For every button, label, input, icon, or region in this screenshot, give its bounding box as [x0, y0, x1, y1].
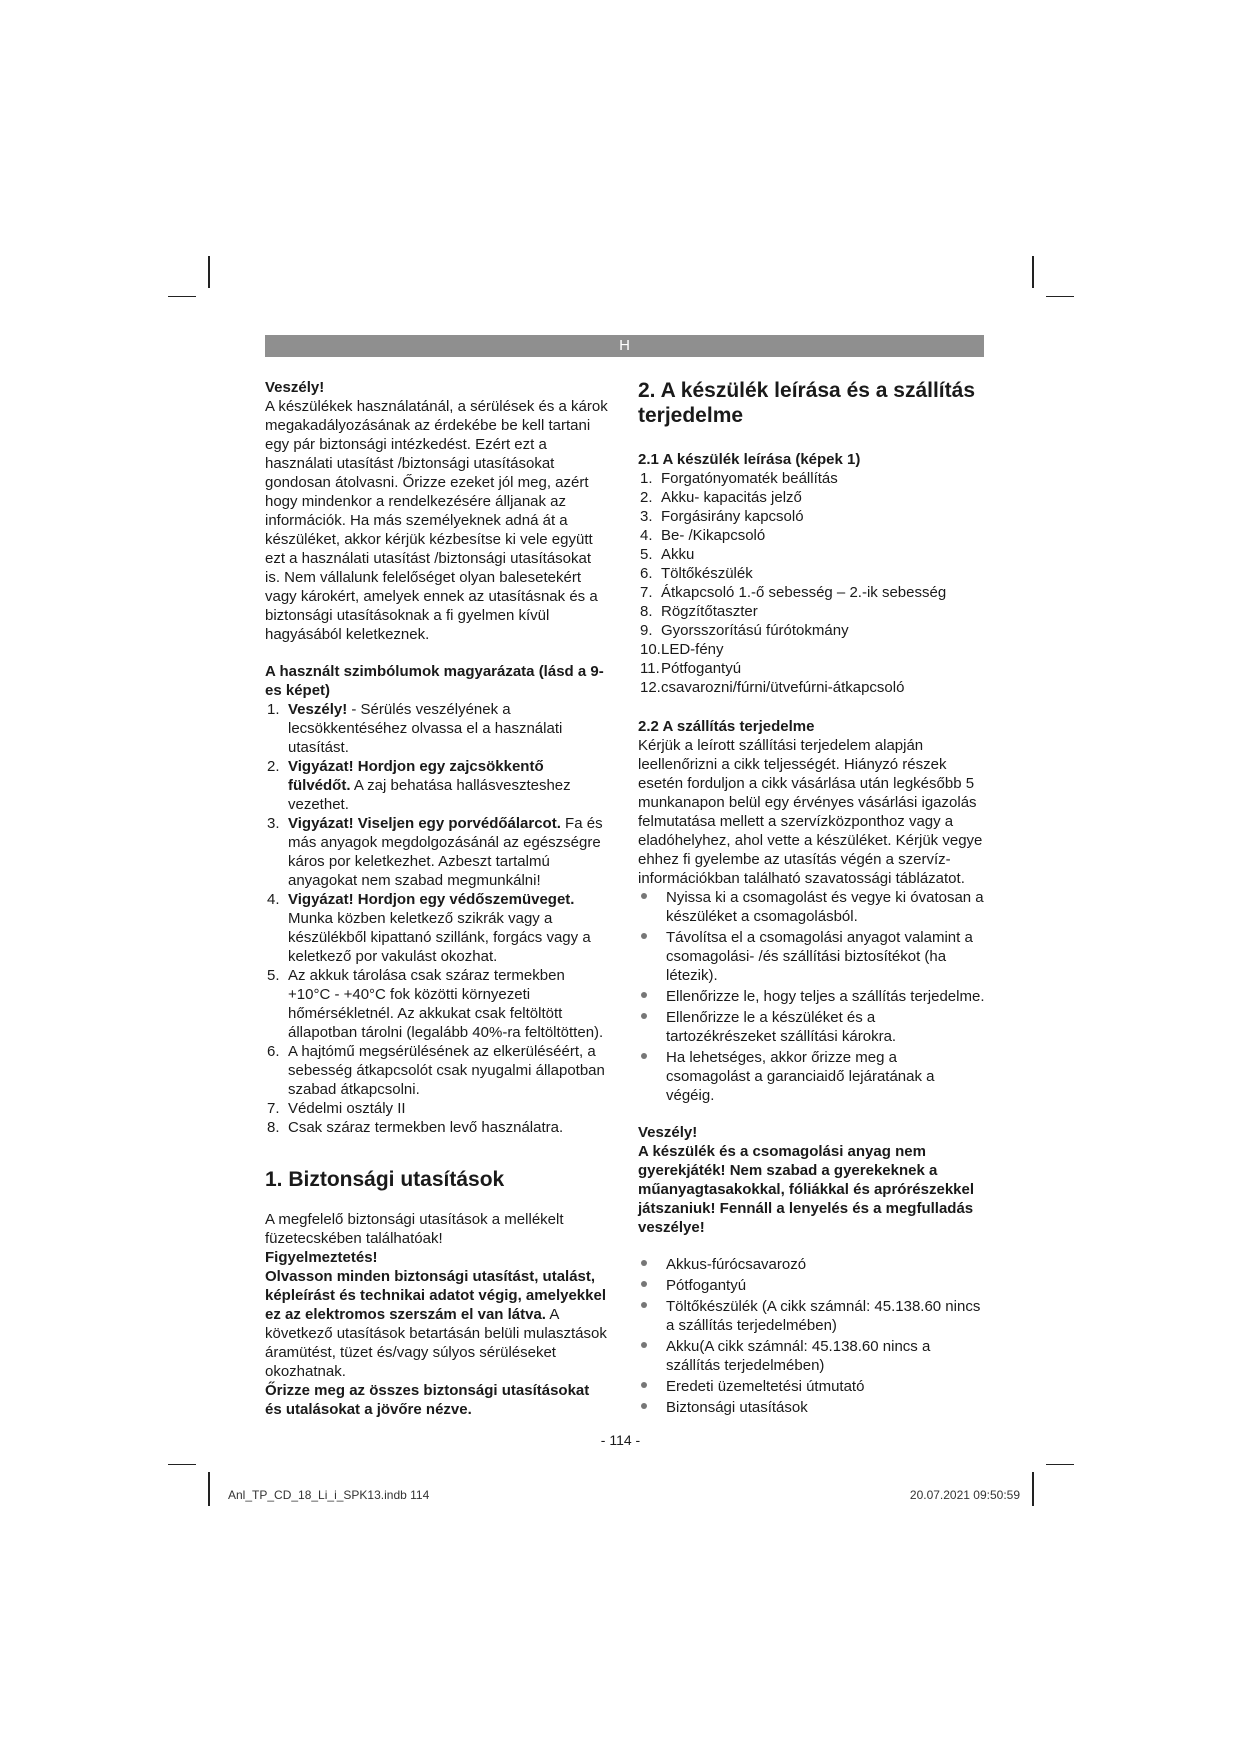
- item-number: 1.: [640, 470, 653, 487]
- item-text: - Sérülés veszélyének a lecsökkentéséhez olvassa el a használati utasítást.: [288, 701, 563, 756]
- item-number: 8.: [267, 1119, 280, 1136]
- bullet-item: [638, 1377, 985, 1396]
- bullet-text: Pótfogantyú: [666, 1277, 747, 1294]
- item-bold-text: Veszély!: [288, 701, 348, 718]
- bullet-item: [638, 987, 985, 1006]
- item-text: Be- /Kikapcsoló: [661, 527, 766, 544]
- item-text: A hajtómű megsérülésének az elkerüléséért, a sebesség átkapcsolót csak nyugalmi állapotban szabad átkapcsolni.: [288, 1043, 605, 1098]
- bullet-text: Távolítsa el a csomagolási anyagot valamint a csomagolási- /és szállítási biztosítékot (ha létezik).: [666, 929, 973, 984]
- symbols-list: [265, 700, 610, 1137]
- item-number: 2.: [640, 489, 653, 506]
- item-text: Csak száraz termekben levő használatra.: [288, 1119, 564, 1136]
- list-item: [638, 583, 985, 602]
- scope-bullet-list: [638, 888, 985, 1105]
- list-item: [638, 640, 985, 659]
- language-tab: H: [265, 335, 984, 357]
- item-text: Rögzítőtaszter: [661, 603, 758, 620]
- list-item: [638, 526, 985, 545]
- bullet-item: [638, 1008, 985, 1046]
- list-item: [265, 1042, 610, 1099]
- bullet-text: Eredeti üzemeltetési útmutató: [666, 1378, 865, 1395]
- warning-title: Veszély!: [265, 379, 325, 396]
- left-column: [265, 378, 610, 1419]
- crop-mark: [208, 256, 210, 288]
- item-text: Az akkuk tárolása csak száraz termekben +10°C - +40°C fok közötti környezeti hőmérsékletnél. Az akkukat csak feltöltött állapotban tárolni (legalább 40%-ra feltöltötten).: [288, 967, 604, 1041]
- item-number: 11.: [640, 660, 660, 677]
- bullet-icon: [641, 1281, 647, 1287]
- bullet-text: Akku(A cikk számnál: 45.138.60 nincs a szállítás terjedelmében): [666, 1338, 931, 1374]
- bullet-icon: [641, 1053, 647, 1059]
- item-text: A zaj behatása hallásveszteshez vezethet.: [288, 777, 571, 813]
- page-number: - 114 -: [600, 1432, 641, 1448]
- warning-text: A készülékek használatánál, a sérülések és a károk megakadályozásának az érdekébe be kell tartani egy pár biztonsági intézkedést. Ezért ezt a használati utasítást /biztonsági utasításokat gondosan átolvasni. Őrizze ezeket jól meg, azért hogy mindenkor a rendelkezésére álljanak az információk. Ha más személyeknek adná át a készüléket, akkor kérjük kézbesítse ki vele együtt ezt a használati utasítást /biztonsági utasításokat is. Nem vállalunk felelőséget olyan balesetekért vagy károkért, amelyek ennek az utasításnak és a biztonsági utasításoknak a fi gyelmen kívül hagyásából keletkeznek.: [265, 398, 608, 643]
- bullet-text: Töltőkészülék (A cikk számnál: 45.138.60 nincs a szállítás terjedelmében): [666, 1298, 981, 1334]
- list-item: [265, 700, 610, 757]
- item-number: 6.: [267, 1043, 280, 1060]
- bullet-text: Ellenőrizze le, hogy teljes a szállítás terjedelme.: [666, 988, 985, 1005]
- scope-text: Kérjük a leírott szállítási terjedelem alapján leellenőrizni a cikk teljességét. Hiányzó részek esetén forduljon a cikk vásárlása után legkésőbb 5 munkanapon belül egy érvényes vásárlási igazolás felmutatása mellett a szervízközponthoz vagy a eladóhelyhez, ahol vette a készüléket. Kérjük vegye ehhez fi gyelembe az utasítás végén a szervíz-információkban található szavatossági táblázatot.: [638, 737, 983, 887]
- safety-warn-paragraph: [265, 1267, 610, 1381]
- bullet-icon: [641, 893, 647, 899]
- section-2-heading: 2. A készülék leírása és a szállítás terjedelme: [638, 379, 975, 427]
- item-text: csavarozni/fúrni/ütvefúrni-átkapcsoló: [661, 679, 905, 696]
- item-number: 4.: [640, 527, 653, 544]
- item-number: 10.: [640, 641, 661, 658]
- bullet-text: Biztonsági utasítások: [666, 1399, 808, 1416]
- footer-file: Anl_TP_CD_18_Li_i_SPK13.indb 114: [228, 1488, 430, 1502]
- bullet-item: [638, 1297, 985, 1335]
- crop-mark: [1046, 296, 1074, 297]
- item-number: 8.: [640, 603, 653, 620]
- bullet-icon: [641, 1403, 647, 1409]
- scope-title: 2.2 A szállítás terjedelme: [638, 718, 815, 735]
- item-text: Gyorsszorítású fúrótokmány: [661, 622, 849, 639]
- symbols-title: A használt szimbólumok magyarázata (lásd a 9-es képet): [265, 663, 604, 699]
- crop-mark: [168, 296, 196, 297]
- list-item: [638, 678, 985, 697]
- crop-mark: [1032, 256, 1034, 288]
- item-number: 4.: [267, 891, 280, 908]
- list-item: [638, 507, 985, 526]
- item-text: Fa és más anyagok megdolgozásánál az egészségre káros por keletkezhet. Azbeszt tartalmú anyagokat nem szabad megmunkálni!: [288, 815, 603, 889]
- bullet-text: Ellenőrizze le a készüléket és a tartozékrészeket szállítási károkra.: [666, 1009, 897, 1045]
- item-text: Akku- kapacitás jelző: [661, 489, 802, 506]
- list-item: [638, 488, 985, 507]
- bullet-icon: [641, 1342, 647, 1348]
- list-item: [265, 814, 610, 890]
- item-number: 7.: [640, 584, 653, 601]
- bullet-item: [638, 928, 985, 985]
- bullet-text: Ha lehetséges, akkor őrizze meg a csomagolást a garanciaidő lejáratának a végéig.: [666, 1049, 935, 1104]
- right-column: [638, 378, 985, 1419]
- list-item: [638, 621, 985, 640]
- crop-mark: [168, 1464, 196, 1465]
- item-text: LED-fény: [661, 641, 724, 658]
- crop-mark: [208, 1472, 210, 1506]
- item-bold-text: Vigyázat! Hordjon egy zajcsökkentő fülvédőt.: [288, 758, 544, 794]
- item-number: 9.: [640, 622, 653, 639]
- safety-warn-text: A következő utasítások betartásán belüli mulasztások áramütést, tüzet és/vagy súlyos sérüléseket okozhatnak.: [265, 1306, 607, 1380]
- crop-mark: [1046, 1464, 1074, 1465]
- bullet-icon: [641, 1013, 647, 1019]
- footer-date: 20.07.2021 09:50:59: [909, 1488, 1020, 1502]
- desc-title: 2.1 A készülék leírása (képek 1): [638, 451, 861, 468]
- item-text: Pótfogantyú: [661, 660, 742, 677]
- bullet-icon: [641, 1302, 647, 1308]
- item-number: 3.: [640, 508, 653, 525]
- list-item: [265, 890, 610, 966]
- list-item: [265, 966, 610, 1042]
- list-item: [638, 659, 985, 678]
- item-text: Védelmi osztály II: [288, 1100, 406, 1117]
- item-number: 7.: [267, 1100, 280, 1117]
- bullet-icon: [641, 992, 647, 998]
- bullet-item: [638, 888, 985, 926]
- item-text: Forgatónyomaték beállítás: [661, 470, 838, 487]
- item-number: 5.: [267, 967, 280, 984]
- item-bold-text: Vigyázat! Hordjon egy védőszemüveget.: [288, 891, 575, 908]
- safety-warn-label: Figyelmeztetés!: [265, 1249, 378, 1266]
- list-item: [265, 757, 610, 814]
- item-number: 1.: [267, 701, 280, 718]
- list-item: [638, 545, 985, 564]
- crop-mark: [1032, 1472, 1034, 1506]
- list-item: [638, 469, 985, 488]
- item-number: 6.: [640, 565, 653, 582]
- bullet-text: Nyissa ki a csomagolást és vegye ki óvatosan a készüléket a csomagolásból.: [666, 889, 984, 925]
- item-number: 3.: [267, 815, 280, 832]
- item-text: Átkapcsoló 1.-ő sebesség – 2.-ik sebesség: [661, 584, 947, 601]
- list-item: [265, 1118, 610, 1137]
- danger-text: A készülék és a csomagolási anyag nem gyerekjáték! Nem szabad a gyerekeknek a műanyagtasakokkal, fóliákkal és aprórészekkel játszaniuk! Fennáll a lenyelés és a megfulladás veszélye!: [638, 1143, 975, 1236]
- bullet-item: [638, 1276, 985, 1295]
- item-text: Munka közben keletkező szikrák vagy a készülékből kipattanó szillánk, forgács vagy a keletkező por vakulást okozhat.: [288, 910, 591, 965]
- safety-heading: 1. Biztonsági utasítások: [265, 1168, 505, 1191]
- item-number: 12.: [640, 679, 661, 696]
- safety-warn-bold: Olvasson minden biztonsági utasítást, utalást, képleírást és technikai adatot végig, amelyekkel ez az elektromos szerszám el van látva.: [265, 1268, 607, 1323]
- bullet-item: [638, 1255, 985, 1274]
- item-text: Forgásirány kapcsoló: [661, 508, 804, 525]
- item-number: 5.: [640, 546, 653, 563]
- bullet-icon: [641, 1260, 647, 1266]
- safety-keep: Őrizze meg az összes biztonsági utasításokat és utalásokat a jövőre nézve.: [265, 1382, 590, 1418]
- bullet-item: [638, 1398, 985, 1417]
- list-item: [265, 1099, 610, 1118]
- delivery-contents-list: [638, 1255, 985, 1417]
- item-bold-text: Vigyázat! Viseljen egy porvédőálarcot.: [288, 815, 561, 832]
- list-item: [638, 602, 985, 621]
- bullet-icon: [641, 933, 647, 939]
- item-number: 2.: [267, 758, 280, 775]
- bullet-item: [638, 1337, 985, 1375]
- item-text: Akku: [661, 546, 695, 563]
- list-item: [638, 564, 985, 583]
- item-text: Töltőkészülék: [661, 565, 753, 582]
- device-description-list: [638, 469, 985, 697]
- bullet-text: Akkus-fúrócsavarozó: [666, 1256, 807, 1273]
- safety-intro: A megfelelő biztonsági utasítások a mellékelt füzetecskében találhatóak!: [265, 1211, 564, 1247]
- bullet-item: [638, 1048, 985, 1105]
- bullet-icon: [641, 1382, 647, 1388]
- danger-title: Veszély!: [638, 1124, 698, 1141]
